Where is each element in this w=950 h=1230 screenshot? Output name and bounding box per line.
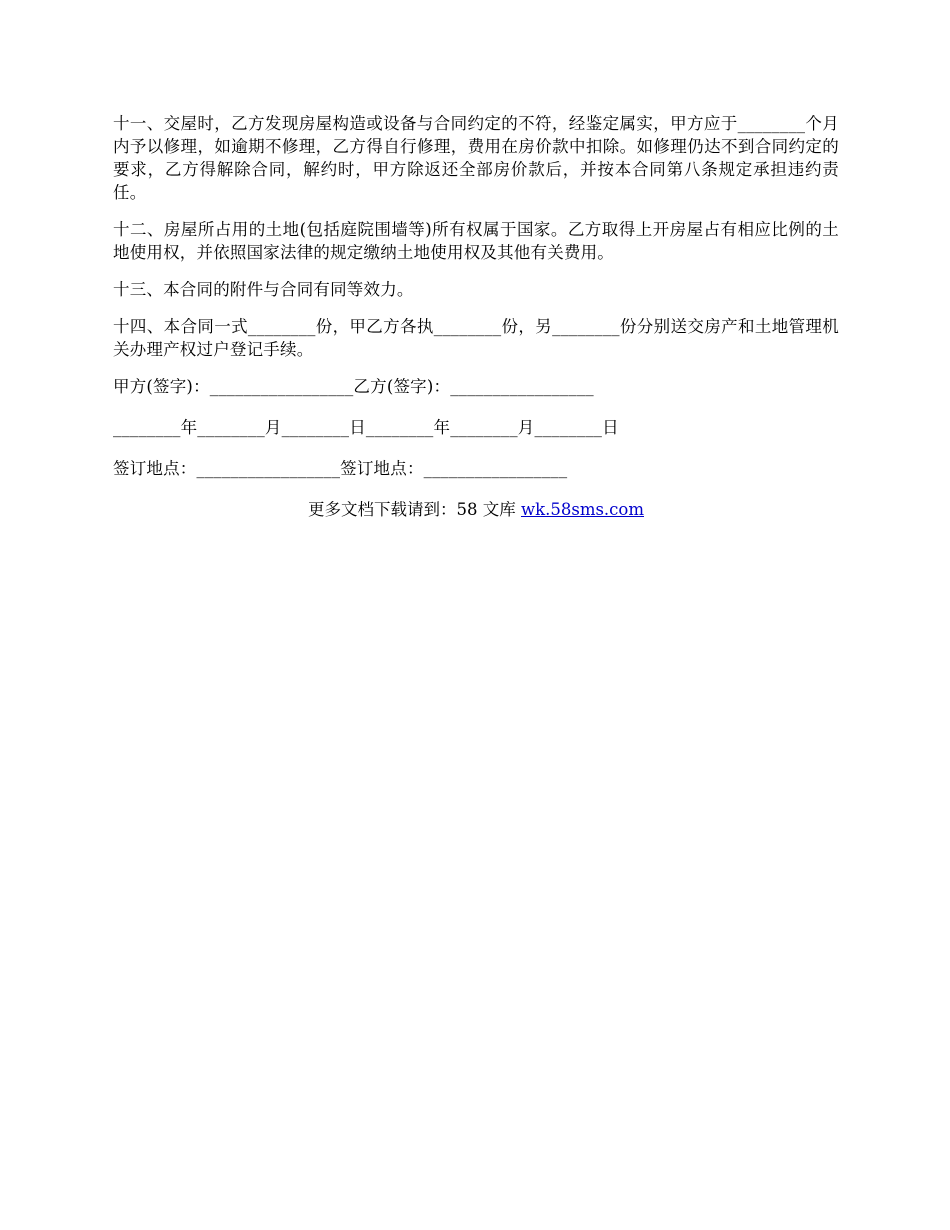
clause-13: 十三、本合同的附件与合同有同等效力。 bbox=[113, 280, 414, 299]
clause-14: 十四、本合同一式________份，甲乙方各执________份，另________份分别送交房产和土地管理机关办理产权过户登记手续。 bbox=[113, 317, 839, 359]
footer-prefix: 更多文档下载请到：58 文库 bbox=[307, 500, 521, 519]
signature-parties-line: 甲方(签字)：_________________乙方(签字)：_________________ bbox=[113, 377, 594, 396]
clause-11: 十一、交屋时，乙方发现房屋构造或设备与合同约定的不符，经鉴定属实，甲方应于________个月内予以修理，如逾期不修理，乙方得自行修理，费用在房价款中扣除。如修理仍达不到合同约定的要求，乙方得解除合同，解约时，甲方除返还全部房价款后，并按本合同第八条规定承担违约责任。 bbox=[113, 114, 839, 202]
document-body bbox=[113, 112, 839, 521]
signature-dates-line: ________年________月________日________年________月________日 bbox=[113, 418, 619, 437]
footer-link[interactable]: wk.58sms.com bbox=[520, 500, 644, 519]
signature-places-line: 签订地点：_________________签订地点：_________________ bbox=[113, 459, 568, 478]
clause-12: 十二、房屋所占用的土地(包括庭院围墙等)所有权属于国家。乙方取得上开房屋占有相应比例的土地使用权，并依照国家法律的规定缴纳土地使用权及其他有关费用。 bbox=[113, 220, 839, 262]
download-footer bbox=[113, 498, 839, 521]
